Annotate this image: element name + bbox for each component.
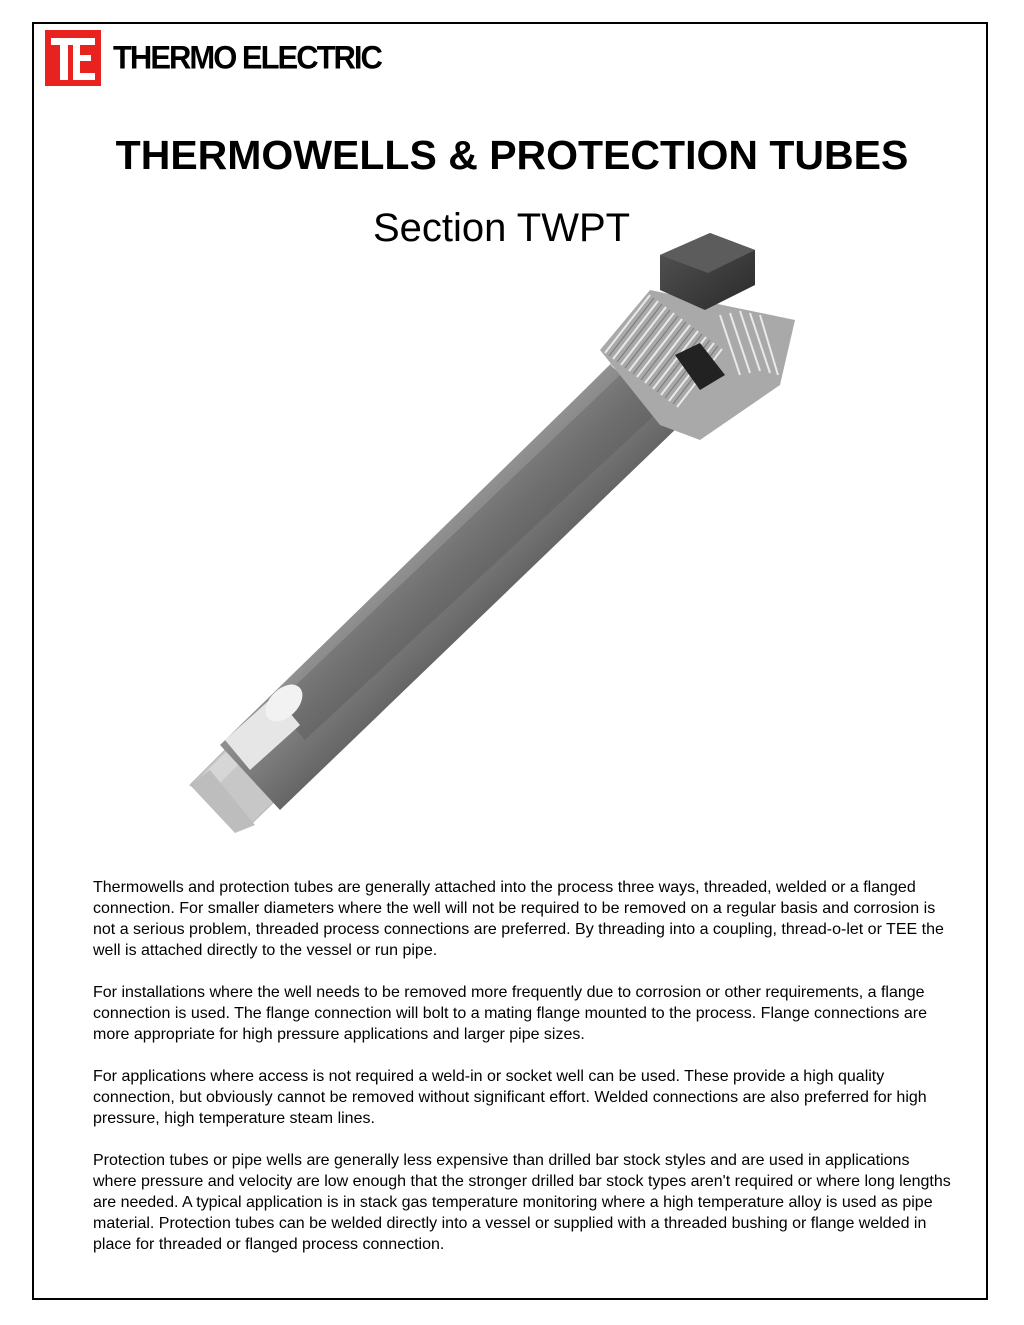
section-label: Section TWPT (373, 206, 631, 250)
brand-logo (45, 30, 381, 86)
body-text (93, 877, 953, 1276)
thermowell-cutaway-illustration (180, 225, 800, 835)
brand-name: THERMO ELECTRIC (113, 39, 381, 76)
te-logo-icon (45, 30, 101, 86)
page-title: THERMOWELLS & PROTECTION TUBES (115, 132, 909, 178)
paragraph: For applications where access is not required a weld-in or socket well can be used. These provide a high quality connection, but obviously cannot be removed without significant effort. Welded connections are also preferred for high pressure, high temperature steam lines. (93, 1068, 927, 1127)
paragraph: Protection tubes or pipe wells are generally less expensive than drilled bar stock styles and are used in applications where pressure and velocity are low enough that the stronger drilled bar stock types aren't required or where long lengths are needed. A typical application is in stack gas temperature monitoring where a high temperature alloy is used as pipe material. Protection tubes can be welded directly into a vessel or supplied with a threaded bushing or flange welded in place for threaded or flanged process connection. (93, 1152, 951, 1253)
paragraph: Thermowells and protection tubes are generally attached into the process three ways, threaded, welded or a flanged connection. For smaller diameters where the well will not be required to be removed on a regular basis and corrosion is not a serious problem, threaded process connections are preferred. By threading into a coupling, thread-o-let or TEE the well is attached directly to the vessel or run pipe. (93, 879, 944, 959)
paragraph: For installations where the well needs to be removed more frequently due to corrosion or other requirements, a flange connection is used. The flange connection will bolt to a mating flange mounted to the process. Flange connections are more appropriate for high pressure applications and larger pipe sizes. (93, 984, 927, 1043)
